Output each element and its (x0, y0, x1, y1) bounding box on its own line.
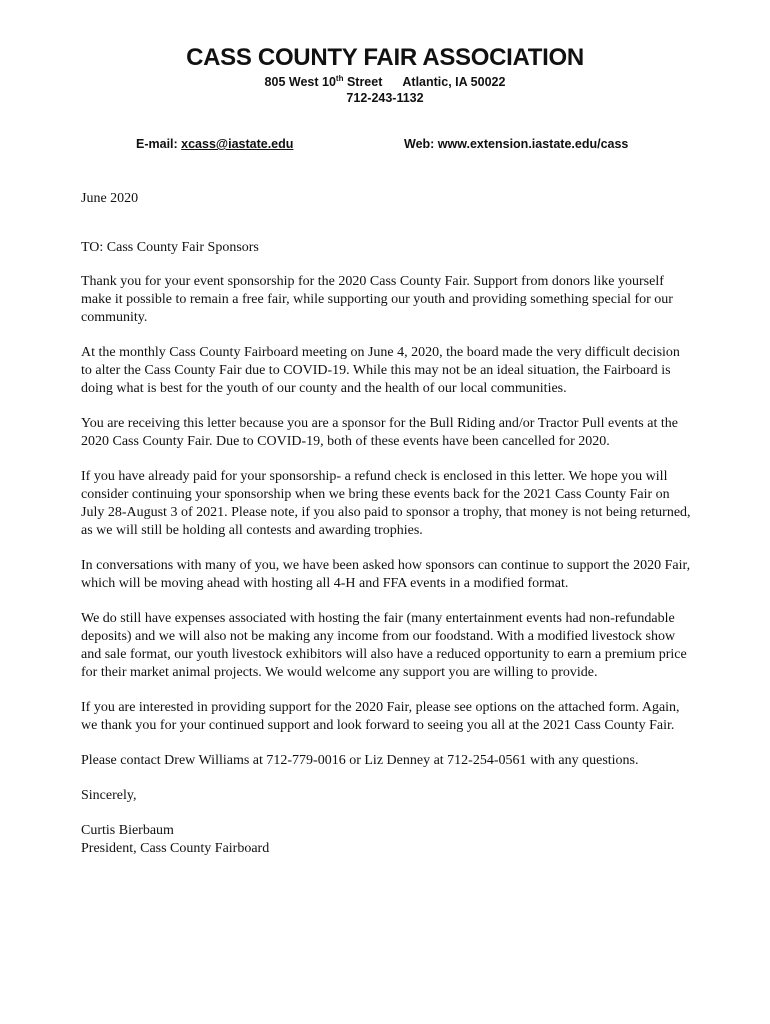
city-state-zip: Atlantic, IA 50022 (402, 75, 506, 89)
street-address-suffix: Street (343, 75, 383, 89)
letter-body (81, 190, 691, 858)
body-paragraph-1: Thank you for your event sponsorship for the 2020 Cass County Fair. Support from donors like yourself make it possible to remain a free fair, while supporting our youth and providing something special for our community. (81, 274, 673, 325)
street-ordinal-suffix: th (335, 74, 344, 83)
address-line (0, 74, 770, 90)
phone-number: 712-243-1132 (346, 91, 424, 105)
letterhead (0, 44, 770, 106)
signer-title: President, Cass County Fairboard (81, 841, 270, 856)
email-label: E-mail: (136, 137, 182, 151)
body-paragraph-3: You are receiving this letter because you are a sponsor for the Bull Riding and/or Tractor Pull events at the 2020 Cass County Fair. Due to COVID-19, both of these events have been cancelled for 2020. (81, 416, 678, 449)
recipient-line: TO: Cass County Fair Sponsors (81, 240, 259, 255)
body-paragraph-8: Please contact Drew Williams at 712-779-0016 or Liz Denney at 712-254-0561 with any questions. (81, 753, 639, 768)
email-link[interactable]: xcass@iastate.edu (181, 137, 294, 151)
signer-name: Curtis Bierbaum (81, 823, 174, 838)
letter-date: June 2020 (81, 191, 139, 206)
web-contact: Web: www.extension.iastate.edu/cass (404, 137, 629, 151)
street-address-prefix: 805 West 10 (264, 75, 336, 89)
signature-block (81, 822, 691, 858)
organization-name: CASS COUNTY FAIR ASSOCIATION (186, 44, 584, 71)
closing: Sincerely, (81, 788, 137, 803)
body-paragraph-2: At the monthly Cass County Fairboard meeting on June 4, 2020, the board made the very difficult decision to alter the Cass County Fair due to COVID-19. While this may not be an ideal situation, the Fairboard is doing what is best for the youth of our county and the health of our local communities. (81, 345, 680, 396)
body-paragraph-5: In conversations with many of you, we have been asked how sponsors can continue to support the 2020 Fair, which will be moving ahead with hosting all 4-H and FFA events in a modified format. (81, 558, 691, 591)
email-contact (136, 136, 293, 152)
body-paragraph-6: We do still have expenses associated with hosting the fair (many entertainment events had non-refundable deposits) and we will also not be making any income from our foodstand. With a modified livestock show and sale format, our youth livestock exhibitors will also have a reduced opportunity to earn a premium price for their market animal projects. We would welcome any support you are willing to provide. (81, 611, 687, 680)
body-paragraph-7: If you are interested in providing support for the 2020 Fair, please see options on the attached form. Again, we thank you for your continued support and look forward to seeing you all at the 2021 Cass County Fair. (81, 700, 680, 733)
body-paragraph-4: If you have already paid for your sponsorship- a refund check is enclosed in this letter. We hope you will consider continuing your sponsorship when we bring these events back for the 2021 Cass County Fair on July 28-August 3 of 2021. Please note, if you also paid to sponsor a trophy, that money is not being returned, as we will still be holding all contests and awarding trophies. (81, 469, 691, 538)
